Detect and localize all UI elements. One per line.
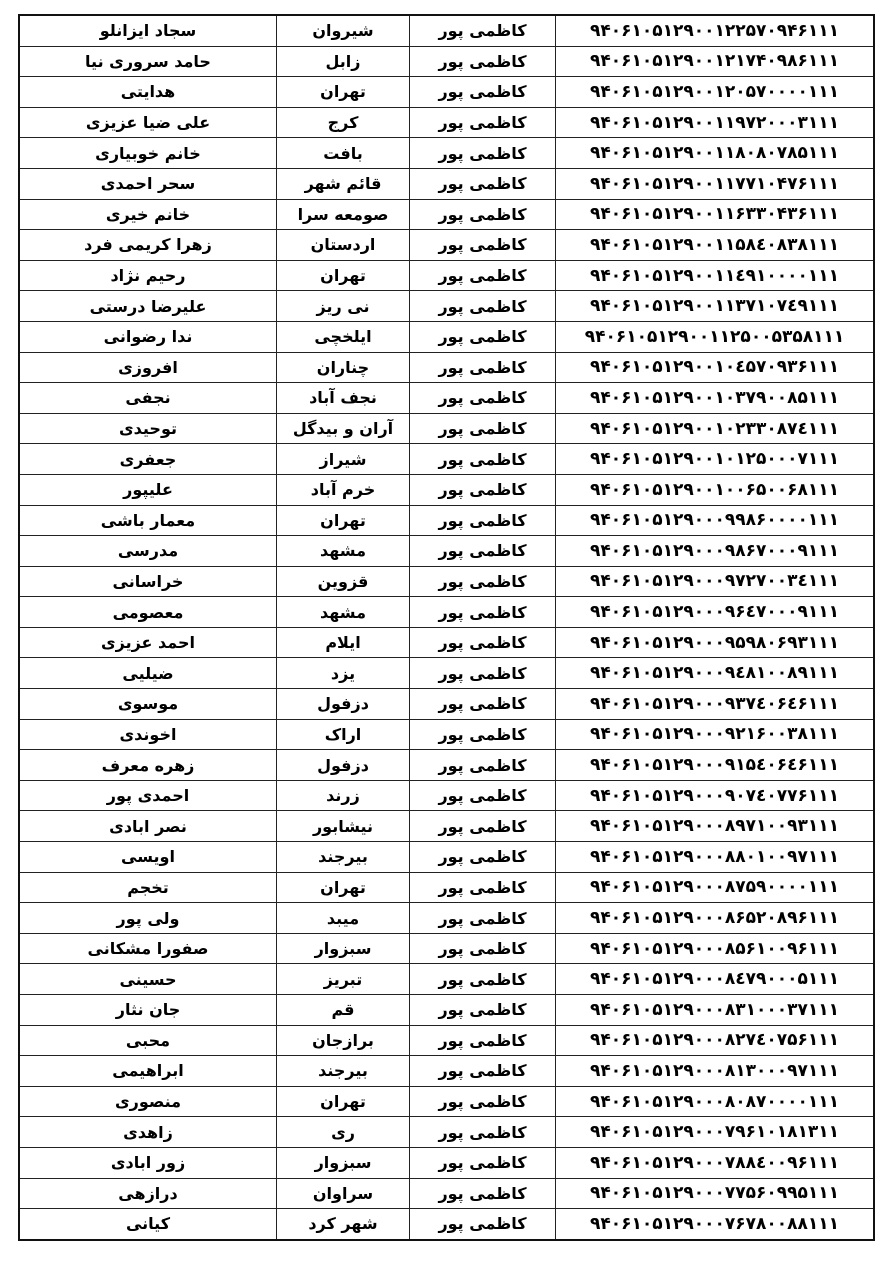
table-row (19, 872, 874, 903)
city-cell: قزوین (277, 566, 410, 597)
code-cell: ۹۴۰۶۱۰۵۱۲۹۰۰۰۸۳۱۰۰۰۳۷۱۱۱ (556, 995, 875, 1026)
agent-cell: کاظمی پور (410, 77, 556, 108)
code-cell: ۹۴۰۶۱۰۵۱۲۹۰۰۱۱۸۰۸۰۷۸۵۱۱۱ (556, 138, 875, 169)
agent-cell: کاظمی پور (410, 505, 556, 536)
agent-cell: کاظمی پور (410, 1147, 556, 1178)
city-cell: سراوان (277, 1178, 410, 1209)
name-cell: احمد عزیزی (19, 627, 277, 658)
city-cell: دزفول (277, 750, 410, 781)
name-cell: ضیلیی (19, 658, 277, 689)
name-cell: علیپور (19, 474, 277, 505)
table-row (19, 352, 874, 383)
table-row (19, 933, 874, 964)
city-cell: بافت (277, 138, 410, 169)
city-cell: برازجان (277, 1025, 410, 1056)
city-cell: آران و بیدگل (277, 413, 410, 444)
agent-cell: کاظمی پور (410, 291, 556, 322)
code-cell: ۹۴۰۶۱۰۵۱۲۹۰۰۰۸۲۷٤۰۷۵۶۱۱۱ (556, 1025, 875, 1056)
agent-cell: کاظمی پور (410, 689, 556, 720)
agent-cell: کاظمی پور (410, 107, 556, 138)
table-row (19, 138, 874, 169)
city-cell: مشهد (277, 536, 410, 567)
code-cell: ۹۴۰۶۱۰۵۱۲۹۰۰۱۰٤۵۷۰۹۳۶۱۱۱ (556, 352, 875, 383)
table-row (19, 1147, 874, 1178)
agent-cell: کاظمی پور (410, 780, 556, 811)
agent-cell: کاظمی پور (410, 566, 556, 597)
table-row (19, 230, 874, 261)
code-cell: ۹۴۰۶۱۰۵۱۲۹۰۰۰۹۸۶۷۰۰۰۹۱۱۱ (556, 536, 875, 567)
city-cell: شیروان (277, 15, 410, 46)
code-cell: ۹۴۰۶۱۰۵۱۲۹۰۰۱۱۶۳۳۰۴۳۶۱۱۱ (556, 199, 875, 230)
table-row (19, 1209, 874, 1240)
agent-cell: کاظمی پور (410, 444, 556, 475)
city-cell: یزد (277, 658, 410, 689)
name-cell: جان نثار (19, 995, 277, 1026)
code-cell: ۹۴۰۶۱۰۵۱۲۹۰۰۱۱٤۹۱۰۰۰۰۱۱۱ (556, 260, 875, 291)
name-cell: علی ضیا عزیزی (19, 107, 277, 138)
code-cell: ۹۴۰۶۱۰۵۱۲۹۰۰۰۹۵۹۸۰۶۹۳۱۱۱ (556, 627, 875, 658)
name-cell: رحیم نژاد (19, 260, 277, 291)
city-cell: اراک (277, 719, 410, 750)
city-cell: تهران (277, 872, 410, 903)
table-row (19, 444, 874, 475)
city-cell: سبزوار (277, 933, 410, 964)
name-cell: کیانی (19, 1209, 277, 1240)
code-cell: ۹۴۰۶۱۰۵۱۲۹۰۰۱۲۲۵۷۰۹۴۶۱۱۱ (556, 15, 875, 46)
code-cell: ۹۴۰۶۱۰۵۱۲۹۰۰۰۸۰۸۷۰۰۰۰۱۱۱ (556, 1086, 875, 1117)
city-cell: شیراز (277, 444, 410, 475)
code-cell: ۹۴۰۶۱۰۵۱۲۹۰۰۰۹٤۸۱۰۰۸۹۱۱۱ (556, 658, 875, 689)
agent-cell: کاظمی پور (410, 750, 556, 781)
table-row (19, 995, 874, 1026)
code-cell: ۹۴۰۶۱۰۵۱۲۹۰۰۰۷۹۶۱۰۱۸۱۳۱۱ (556, 1117, 875, 1148)
name-cell: حسینی (19, 964, 277, 995)
agent-cell: کاظمی پور (410, 15, 556, 46)
table-row (19, 780, 874, 811)
code-cell: ۹۴۰۶۱۰۵۱۲۹۰۰۰۹۹۸۶۰۰۰۰۱۱۱ (556, 505, 875, 536)
city-cell: تهران (277, 1086, 410, 1117)
table-row (19, 566, 874, 597)
code-cell: ۹۴۰۶۱۰۵۱۲۹۰۰۱۱۳۷۱۰۷٤۹۱۱۱ (556, 291, 875, 322)
code-cell: ۹۴۰۶۱۰۵۱۲۹۰۰۰۸٤۷۹۰۰۰۵۱۱۱ (556, 964, 875, 995)
records-table (18, 14, 875, 1241)
name-cell: معصومی (19, 597, 277, 628)
name-cell: نصر ابادی (19, 811, 277, 842)
city-cell: نیشابور (277, 811, 410, 842)
code-cell: ۹۴۰۶۱۰۵۱۲۹۰۰۰۸۱۳۰۰۰۹۷۱۱۱ (556, 1056, 875, 1087)
code-cell: ۹۴۰۶۱۰۵۱۲۹۰۰۱۱۲۵۰۰۵۳۵۸۱۱۱ (556, 321, 875, 352)
city-cell: بیرجند (277, 842, 410, 873)
table-row (19, 260, 874, 291)
table-row (19, 46, 874, 77)
table-row (19, 597, 874, 628)
table-row (19, 719, 874, 750)
agent-cell: کاظمی پور (410, 536, 556, 567)
agent-cell: کاظمی پور (410, 138, 556, 169)
code-cell: ۹۴۰۶۱۰۵۱۲۹۰۰۰۷۷۵۶۰۹۹۵۱۱۱ (556, 1178, 875, 1209)
code-cell: ۹۴۰۶۱۰۵۱۲۹۰۰۰۹۷۲۷۰۰۳٤۱۱۱ (556, 566, 875, 597)
city-cell: چناران (277, 352, 410, 383)
table-row (19, 903, 874, 934)
name-cell: مدرسی (19, 536, 277, 567)
agent-cell: کاظمی پور (410, 321, 556, 352)
table-row (19, 291, 874, 322)
city-cell: خرم آباد (277, 474, 410, 505)
city-cell: زابل (277, 46, 410, 77)
code-cell: ۹۴۰۶۱۰۵۱۲۹۰۰۱۰۱۲۵۰۰۰۷۱۱۱ (556, 444, 875, 475)
code-cell: ۹۴۰۶۱۰۵۱۲۹۰۰۰۸۹۷۱۰۰۹۳۱۱۱ (556, 811, 875, 842)
table-row (19, 474, 874, 505)
name-cell: محبی (19, 1025, 277, 1056)
table-row (19, 1086, 874, 1117)
name-cell: منصوری (19, 1086, 277, 1117)
agent-cell: کاظمی پور (410, 168, 556, 199)
table-row (19, 413, 874, 444)
agent-cell: کاظمی پور (410, 842, 556, 873)
city-cell: اردستان (277, 230, 410, 261)
code-cell: ۹۴۰۶۱۰۵۱۲۹۰۰۰۸۵۶۱۰۰۹۶۱۱۱ (556, 933, 875, 964)
code-cell: ۹۴۰۶۱۰۵۱۲۹۰۰۱۱۹۷۲۰۰۰۳۱۱۱ (556, 107, 875, 138)
agent-cell: کاظمی پور (410, 627, 556, 658)
agent-cell: کاظمی پور (410, 1086, 556, 1117)
city-cell: سبزوار (277, 1147, 410, 1178)
name-cell: سحر احمدی (19, 168, 277, 199)
name-cell: خراسانی (19, 566, 277, 597)
city-cell: بیرجند (277, 1056, 410, 1087)
agent-cell: کاظمی پور (410, 1025, 556, 1056)
name-cell: ولی پور (19, 903, 277, 934)
city-cell: مشهد (277, 597, 410, 628)
name-cell: زور ابادی (19, 1147, 277, 1178)
city-cell: نجف آباد (277, 383, 410, 414)
city-cell: نی ریز (277, 291, 410, 322)
agent-cell: کاظمی پور (410, 260, 556, 291)
name-cell: حامد سروری نیا (19, 46, 277, 77)
agent-cell: کاظمی پور (410, 46, 556, 77)
agent-cell: کاظمی پور (410, 413, 556, 444)
name-cell: خانم خیری (19, 199, 277, 230)
table-row (19, 168, 874, 199)
city-cell: شهر کرد (277, 1209, 410, 1240)
code-cell: ۹۴۰۶۱۰۵۱۲۹۰۰۰۸۷۵۹۰۰۰۰۱۱۱ (556, 872, 875, 903)
name-cell: نجفی (19, 383, 277, 414)
name-cell: توحیدی (19, 413, 277, 444)
agent-cell: کاظمی پور (410, 903, 556, 934)
code-cell: ۹۴۰۶۱۰۵۱۲۹۰۰۱۲۰۵۷۰۰۰۰۱۱۱ (556, 77, 875, 108)
agent-cell: کاظمی پور (410, 658, 556, 689)
name-cell: افروزی (19, 352, 277, 383)
name-cell: موسوی (19, 689, 277, 720)
agent-cell: کاظمی پور (410, 352, 556, 383)
name-cell: ندا رضوانی (19, 321, 277, 352)
table-row (19, 536, 874, 567)
code-cell: ۹۴۰۶۱۰۵۱۲۹۰۰۱۰۳۷۹۰۰۸۵۱۱۱ (556, 383, 875, 414)
table-row (19, 964, 874, 995)
name-cell: زهرا کریمی فرد (19, 230, 277, 261)
name-cell: صفورا مشکانی (19, 933, 277, 964)
city-cell: تبریز (277, 964, 410, 995)
agent-cell: کاظمی پور (410, 1117, 556, 1148)
table-row (19, 383, 874, 414)
name-cell: علیرضا درستی (19, 291, 277, 322)
agent-cell: کاظمی پور (410, 933, 556, 964)
name-cell: معمار باشی (19, 505, 277, 536)
table-row (19, 15, 874, 46)
table-row (19, 811, 874, 842)
city-cell: صومعه سرا (277, 199, 410, 230)
city-cell: دزفول (277, 689, 410, 720)
code-cell: ۹۴۰۶۱۰۵۱۲۹۰۰۰۸۶۵۲۰۸۹۶۱۱۱ (556, 903, 875, 934)
city-cell: زرند (277, 780, 410, 811)
name-cell: تخجم (19, 872, 277, 903)
agent-cell: کاظمی پور (410, 964, 556, 995)
name-cell: زهره معرف (19, 750, 277, 781)
agent-cell: کاظمی پور (410, 383, 556, 414)
agent-cell: کاظمی پور (410, 1178, 556, 1209)
agent-cell: کاظمی پور (410, 1209, 556, 1240)
city-cell: ایلخچی (277, 321, 410, 352)
city-cell: کرج (277, 107, 410, 138)
table-row (19, 750, 874, 781)
table-row (19, 1117, 874, 1148)
table-row (19, 77, 874, 108)
agent-cell: کاظمی پور (410, 1056, 556, 1087)
name-cell: اخوندی (19, 719, 277, 750)
code-cell: ۹۴۰۶۱۰۵۱۲۹۰۰۱۰۲۳۳۰۸۷٤۱۱۱ (556, 413, 875, 444)
table-row (19, 627, 874, 658)
table-row (19, 199, 874, 230)
table-row (19, 1178, 874, 1209)
name-cell: احمدی پور (19, 780, 277, 811)
city-cell: تهران (277, 260, 410, 291)
code-cell: ۹۴۰۶۱۰۵۱۲۹۰۰۱۱۷۷۱۰۴۷۶۱۱۱ (556, 168, 875, 199)
name-cell: خانم خوبیاری (19, 138, 277, 169)
name-cell: هدایتی (19, 77, 277, 108)
name-cell: درازهی (19, 1178, 277, 1209)
city-cell: تهران (277, 77, 410, 108)
table-row (19, 1056, 874, 1087)
agent-cell: کاظمی پور (410, 872, 556, 903)
code-cell: ۹۴۰۶۱۰۵۱۲۹۰۰۰۷۶۷۸۰۰۸۸۱۱۱ (556, 1209, 875, 1240)
agent-cell: کاظمی پور (410, 995, 556, 1026)
agent-cell: کاظمی پور (410, 811, 556, 842)
table-row (19, 321, 874, 352)
name-cell: زاهدی (19, 1117, 277, 1148)
city-cell: تهران (277, 505, 410, 536)
agent-cell: کاظمی پور (410, 230, 556, 261)
city-cell: قائم شهر (277, 168, 410, 199)
city-cell: ری (277, 1117, 410, 1148)
city-cell: میبد (277, 903, 410, 934)
code-cell: ۹۴۰۶۱۰۵۱۲۹۰۰۱۰۰۶۵۰۰۶۸۱۱۱ (556, 474, 875, 505)
code-cell: ۹۴۰۶۱۰۵۱۲۹۰۰۰۹۶٤۷۰۰۰۹۱۱۱ (556, 597, 875, 628)
city-cell: قم (277, 995, 410, 1026)
table-row (19, 1025, 874, 1056)
code-cell: ۹۴۰۶۱۰۵۱۲۹۰۰۰۹۰۷٤۰۷۷۶۱۱۱ (556, 780, 875, 811)
document-sheet (18, 14, 870, 1265)
table-row (19, 689, 874, 720)
code-cell: ۹۴۰۶۱۰۵۱۲۹۰۰۰۸۸۰۱۰۰۹۷۱۱۱ (556, 842, 875, 873)
code-cell: ۹۴۰۶۱۰۵۱۲۹۰۰۰۹۲۱۶۰۰۳۸۱۱۱ (556, 719, 875, 750)
code-cell: ۹۴۰۶۱۰۵۱۲۹۰۰۰۷۸۸٤۰۰۹۶۱۱۱ (556, 1147, 875, 1178)
name-cell: جعفری (19, 444, 277, 475)
agent-cell: کاظمی پور (410, 474, 556, 505)
code-cell: ۹۴۰۶۱۰۵۱۲۹۰۰۱۱۵۸٤۰۸۳۸۱۱۱ (556, 230, 875, 261)
city-cell: ایلام (277, 627, 410, 658)
table-row (19, 107, 874, 138)
agent-cell: کاظمی پور (410, 597, 556, 628)
table-row (19, 842, 874, 873)
agent-cell: کاظمی پور (410, 199, 556, 230)
agent-cell: کاظمی پور (410, 719, 556, 750)
code-cell: ۹۴۰۶۱۰۵۱۲۹۰۰۰۹۳۷٤۰۶٤۶۱۱۱ (556, 689, 875, 720)
name-cell: سجاد ایزانلو (19, 15, 277, 46)
records-table-body (19, 15, 874, 1240)
code-cell: ۹۴۰۶۱۰۵۱۲۹۰۰۱۲۱۷۴۰۹۸۶۱۱۱ (556, 46, 875, 77)
table-row (19, 658, 874, 689)
name-cell: ابراهیمی (19, 1056, 277, 1087)
table-row (19, 505, 874, 536)
code-cell: ۹۴۰۶۱۰۵۱۲۹۰۰۰۹۱۵٤۰۶٤۶۱۱۱ (556, 750, 875, 781)
name-cell: اویسی (19, 842, 277, 873)
